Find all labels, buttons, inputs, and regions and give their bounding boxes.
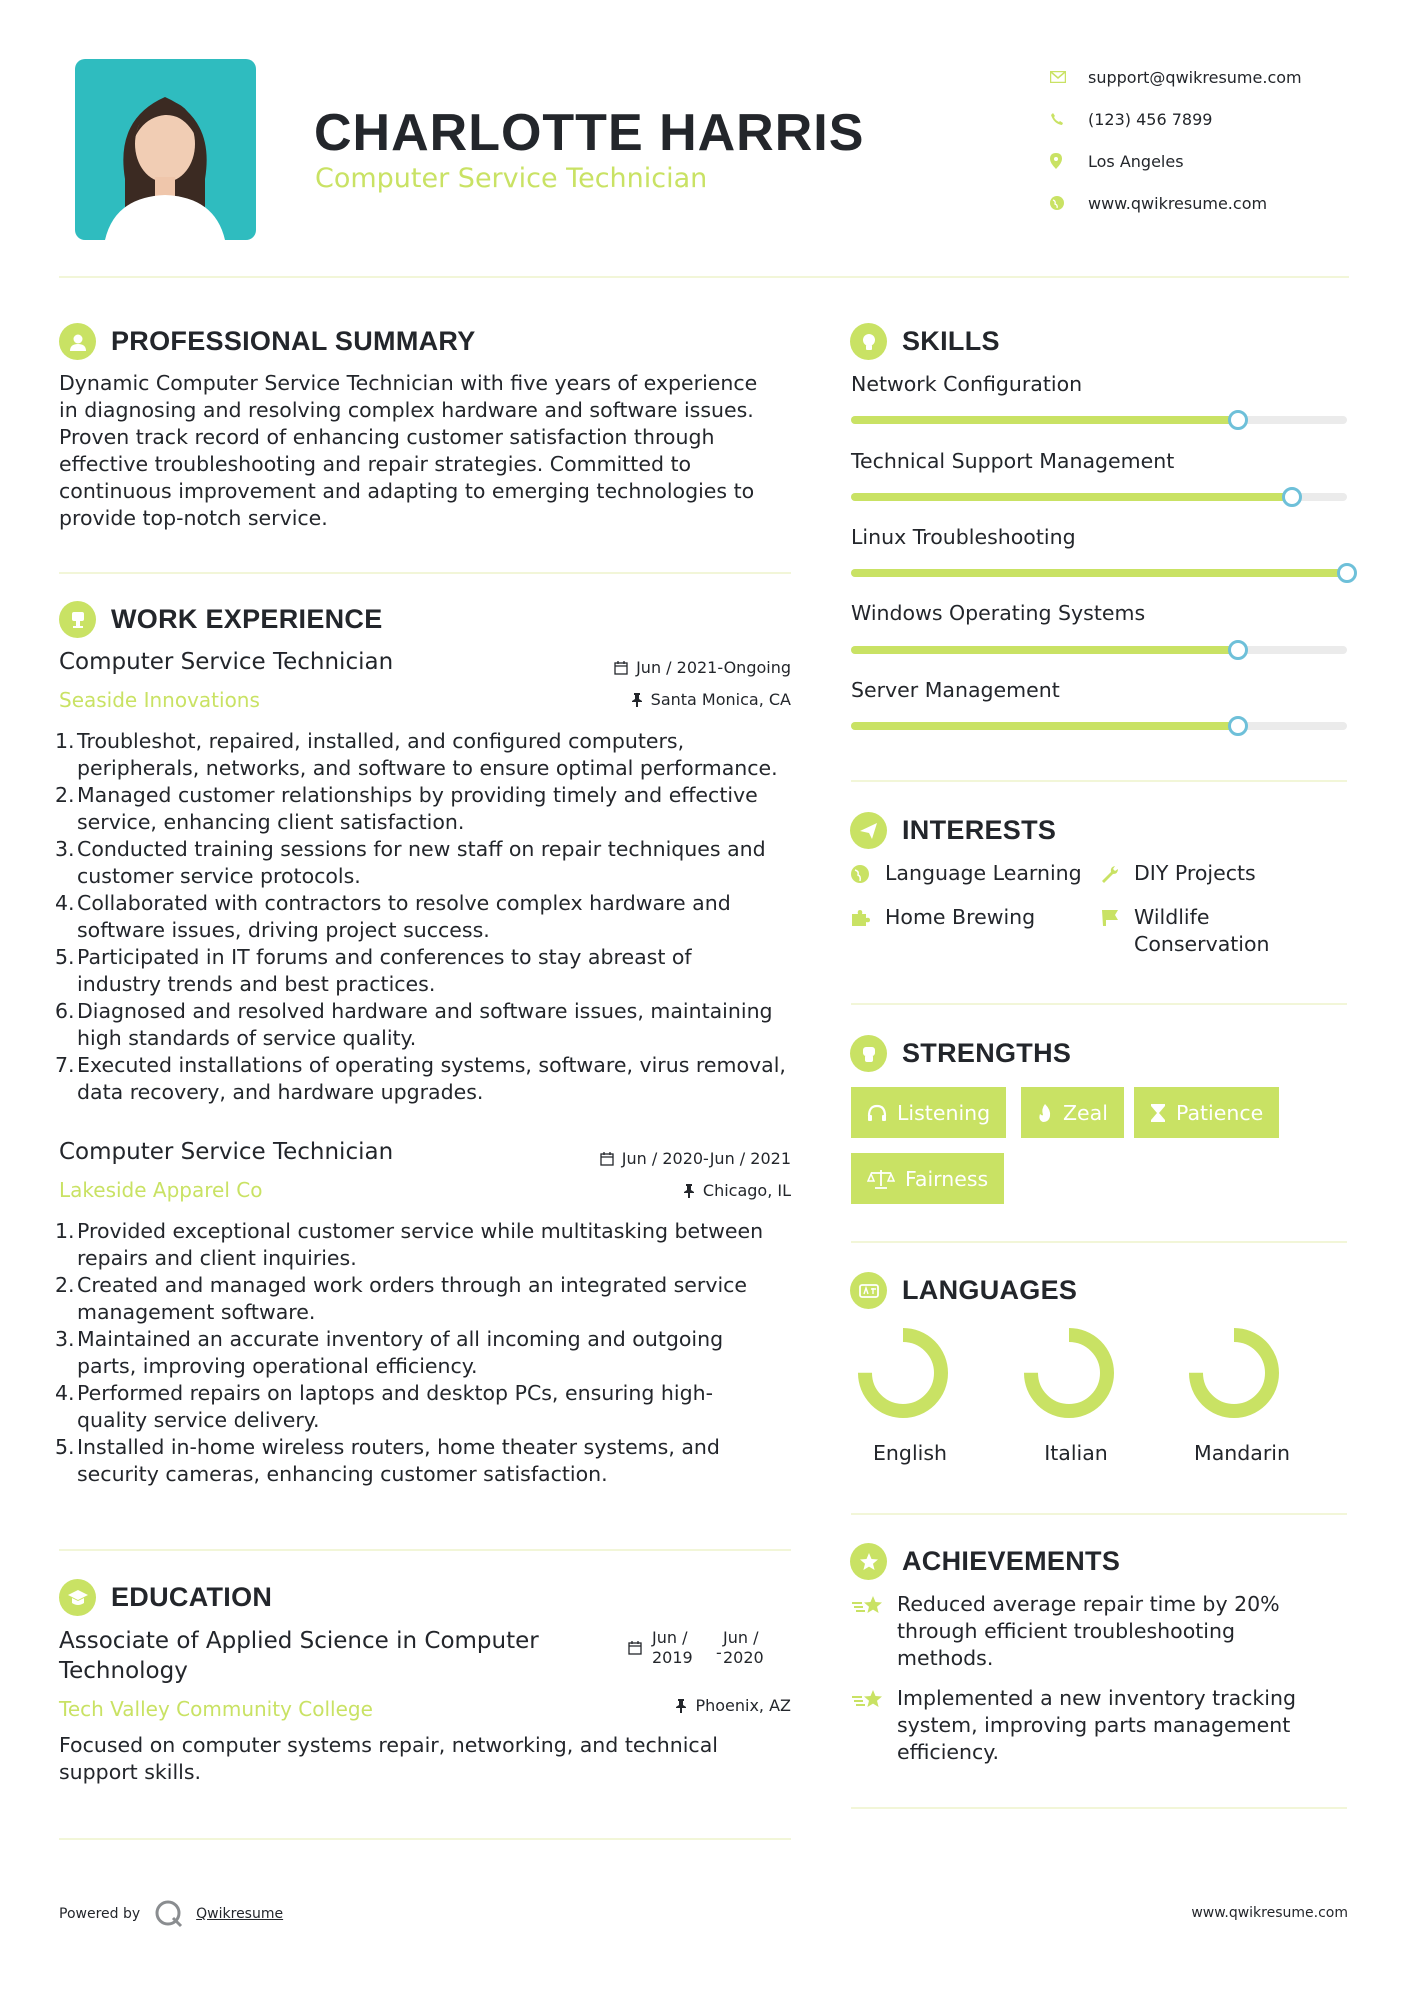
summary-heading: PROFESSIONAL SUMMARY <box>59 323 476 360</box>
achievement-item: Reduced average repair time by 20% through efficient troubleshooting methods. <box>851 1591 1331 1672</box>
strength-tag: Listening <box>851 1087 1006 1138</box>
degree-title: Associate of Applied Science in Computer Technology <box>59 1628 539 1684</box>
header-divider <box>59 276 1349 278</box>
profile-photo <box>75 59 256 240</box>
shooting-star-icon <box>851 1685 897 1719</box>
education-date-separator: - <box>716 1643 722 1662</box>
graduation-icon <box>59 1579 96 1616</box>
calendar-icon <box>600 1152 614 1166</box>
strengths-divider <box>851 1241 1347 1243</box>
list-item: 5. Installed in-home wireless routers, home theater systems, and security cameras, enhancing customer satisfaction. <box>55 1435 720 1486</box>
phone-icon <box>1050 112 1088 126</box>
education-location: Phoenix, AZ <box>675 1696 791 1715</box>
skill-fill <box>851 646 1238 654</box>
work-divider <box>59 1549 791 1551</box>
qwikresume-logo-icon <box>154 1899 184 1929</box>
contact-website[interactable]: www.qwikresume.com <box>1050 182 1370 224</box>
job-bullets <box>55 1218 809 1488</box>
languages-divider <box>851 1513 1347 1515</box>
job-bullets <box>55 728 809 1106</box>
list-item: 1. Provided exceptional customer service while multitasking between repairs and client inquiries. <box>55 1219 764 1270</box>
shooting-star-icon <box>851 1591 897 1625</box>
interests-heading: INTERESTS <box>850 812 1056 849</box>
calendar-icon <box>614 661 628 675</box>
candidate-name: CHARLOTTE HARRIS <box>314 104 865 162</box>
school-name: Tech Valley Community College <box>59 1697 373 1721</box>
achievements-divider <box>851 1807 1347 1809</box>
pushpin-icon <box>675 1699 687 1713</box>
skill-bar <box>851 493 1347 501</box>
skill-name: Windows Operating Systems <box>851 601 1146 625</box>
job-company: Lakeside Apparel Co <box>59 1178 263 1202</box>
strength-tag: Patience <box>1134 1087 1279 1138</box>
flame-icon <box>1037 1103 1053 1123</box>
contact-phone[interactable]: (123) 456 7899 <box>1050 98 1370 140</box>
summary-divider <box>59 572 791 574</box>
language-name: Mandarin <box>1194 1441 1290 1465</box>
language-name: Italian <box>1044 1441 1108 1465</box>
language-ring <box>1024 1328 1114 1418</box>
pushpin-icon <box>683 1184 695 1198</box>
list-item: 3. Maintained an accurate inventory of all incoming and outgoing parts, improving operational efficiency. <box>55 1327 724 1378</box>
user-icon <box>59 323 96 360</box>
language-name: English <box>872 1441 948 1465</box>
list-item: 5. Participated in IT forums and conferences to stay abreast of industry trends and best practices. <box>55 945 692 996</box>
pushpin-icon <box>631 693 643 707</box>
paper-plane-icon <box>850 812 887 849</box>
list-item: 7. Executed installations of operating systems, software, virus removal, data recovery, and hardware upgrades. <box>55 1053 786 1104</box>
strength-tag: Fairness <box>851 1153 1004 1204</box>
list-item: 2. Created and managed work orders through an integrated service management software. <box>55 1273 748 1324</box>
education-description: Focused on computer systems repair, networking, and technical support skills. <box>59 1733 718 1784</box>
contact-email[interactable]: support@qwikresume.com <box>1050 56 1370 98</box>
qwikresume-link[interactable]: Qwikresume <box>196 1906 284 1922</box>
skills-heading: SKILLS <box>850 323 1000 360</box>
skill-bar <box>851 416 1347 424</box>
flag-icon <box>1100 904 1134 934</box>
lightbulb-icon <box>850 323 887 360</box>
footer-url[interactable]: www.qwikresume.com <box>1191 1905 1348 1921</box>
skill-knob <box>1228 410 1248 430</box>
skill-knob <box>1228 716 1248 736</box>
interest-item: DIY Projects <box>1100 860 1256 890</box>
job-company: Seaside Innovations <box>59 688 260 712</box>
skill-bar <box>851 722 1347 730</box>
strengths-heading: STRENGTHS <box>850 1035 1071 1072</box>
skill-fill <box>851 493 1292 501</box>
interests-divider <box>851 1003 1347 1005</box>
education-start-date: Jun / 2019 <box>652 1628 693 1667</box>
wrench-icon <box>1100 860 1134 890</box>
skill-name: Linux Troubleshooting <box>851 525 1076 549</box>
skill-fill <box>851 722 1238 730</box>
interest-item: Language Learning <box>851 860 1082 890</box>
envelope-icon <box>1050 71 1088 83</box>
job-date: Jun / 2021-Ongoing <box>614 658 791 677</box>
briefcase-icon <box>59 601 96 638</box>
hourglass-icon <box>1150 1103 1166 1123</box>
list-item: 4. Performed repairs on laptops and desktop PCs, ensuring high- quality service delivery. <box>55 1381 713 1432</box>
job-location: Santa Monica, CA <box>631 690 791 709</box>
fist-icon <box>850 1035 887 1072</box>
language-ring <box>1189 1328 1279 1418</box>
globe-icon <box>1050 196 1088 210</box>
work-heading: WORK EXPERIENCE <box>59 601 383 638</box>
job-date: Jun / 2020-Jun / 2021 <box>600 1149 791 1168</box>
education-heading: EDUCATION <box>59 1579 272 1616</box>
job-title: Computer Service Technician <box>59 649 394 675</box>
skill-knob <box>1337 563 1357 583</box>
list-item: 1. Troubleshot, repaired, installed, and configured computers, peripherals, networks, and software to ensure optimal performance. <box>55 729 778 780</box>
skill-fill <box>851 569 1347 577</box>
interest-item: Wildlife Conservation <box>1100 904 1270 958</box>
skill-name: Technical Support Management <box>851 449 1175 473</box>
education-end-date: Jun / 2020 <box>723 1628 764 1667</box>
skills-divider <box>851 780 1347 782</box>
skill-knob <box>1228 640 1248 660</box>
strength-tag: Zeal <box>1021 1087 1124 1138</box>
skill-bar <box>851 646 1347 654</box>
skill-name: Network Configuration <box>851 372 1083 396</box>
list-item: 4. Collaborated with contractors to resolve complex hardware and software issues, driving project success. <box>55 891 731 942</box>
list-item: 6. Diagnosed and resolved hardware and software issues, maintaining high standards of service quality. <box>55 999 773 1050</box>
skill-knob <box>1282 487 1302 507</box>
star-badge-icon <box>850 1543 887 1580</box>
headphones-icon <box>867 1104 887 1122</box>
education-divider <box>59 1838 791 1840</box>
contact-list <box>1050 56 1370 224</box>
scales-icon <box>867 1169 895 1189</box>
language-ring <box>858 1328 948 1418</box>
location-pin-icon <box>1050 153 1088 169</box>
language-icon <box>850 1272 887 1309</box>
puzzle-icon <box>851 904 885 934</box>
calendar-icon <box>628 1641 642 1655</box>
list-item: 3. Conducted training sessions for new staff on repair techniques and customer service protocols. <box>55 837 766 888</box>
footer-powered-by: Powered by Qwikresume <box>59 1899 283 1929</box>
achievement-item: Implemented a new inventory tracking system, improving parts management efficiency. <box>851 1685 1331 1766</box>
job-location: Chicago, IL <box>683 1181 791 1200</box>
interest-item: Home Brewing <box>851 904 1035 934</box>
list-item: 2. Managed customer relationships by providing timely and effective service, enhancing client satisfaction. <box>55 783 758 834</box>
skill-name: Server Management <box>851 678 1060 702</box>
candidate-role: Computer Service Technician <box>315 163 708 194</box>
job-title: Computer Service Technician <box>59 1139 394 1165</box>
skill-bar <box>851 569 1347 577</box>
achievements-heading: ACHIEVEMENTS <box>850 1543 1120 1580</box>
languages-heading: LANGUAGES <box>850 1272 1077 1309</box>
globe-icon <box>851 860 885 890</box>
skill-fill <box>851 416 1238 424</box>
contact-location: Los Angeles <box>1050 140 1370 182</box>
summary-text: Dynamic Computer Service Technician with five years of experience in diagnosing and resolving complex hardware and software issues. Proven track record of enhancing customer satisfaction through effective troubleshooting and repair strategies. Committed to continuous improvement and adapting to emerging technologies to provide top-notch service. <box>59 371 758 530</box>
